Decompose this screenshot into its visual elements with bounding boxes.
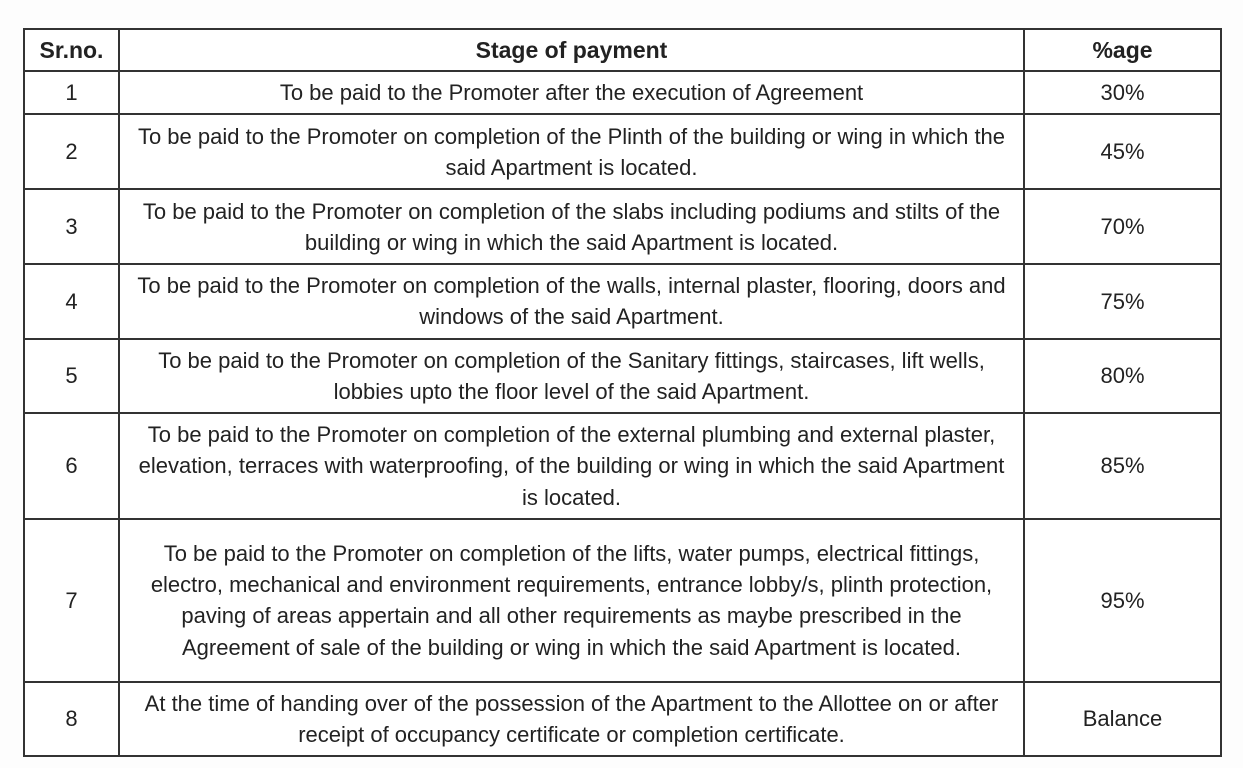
table-row — [24, 682, 1221, 756]
stage-text: To be paid to the Promoter on completion of the external plumbing and external plaster, elevation, terraces with waterproofing, of the building or wing in which the said Apartment is located. — [138, 422, 1005, 510]
stage-cell — [119, 114, 1024, 189]
table-row — [24, 71, 1221, 114]
stage-cell — [119, 189, 1024, 264]
table-header — [24, 29, 1221, 71]
srno-cell: 8 — [24, 682, 119, 756]
percentage-cell: 30% — [1024, 71, 1221, 114]
stage-cell — [119, 682, 1024, 756]
table-row — [24, 413, 1221, 519]
percentage-cell: 95% — [1024, 519, 1221, 682]
stage-text: To be paid to the Promoter on completion of the lifts, water pumps, electrical fittings, electro, mechanical and environment requirements, entrance lobby/s, plinth protection, paving of areas appertain and all other requirements as maybe prescribed in the Agreement of sale of the building or wing in which the said Apartment is located. — [150, 540, 993, 660]
column-header-stage-of-payment: Stage of payment — [119, 29, 1024, 71]
table-body — [24, 71, 1221, 756]
percentage-cell: Balance — [1024, 682, 1221, 756]
table-row — [24, 189, 1221, 264]
stage-cell — [119, 264, 1024, 338]
srno-cell: 4 — [24, 264, 119, 338]
table-row — [24, 114, 1221, 189]
stage-text: To be paid to the Promoter after the execution of Agreement — [279, 80, 864, 105]
percentage-cell: 85% — [1024, 413, 1221, 519]
stage-text: To be paid to the Promoter on completion of the slabs including podiums and stilts of the building or wing in which the said Apartment is located. — [142, 198, 1001, 255]
table-row — [24, 339, 1221, 413]
table-row — [24, 519, 1221, 682]
percentage-cell: 70% — [1024, 189, 1221, 264]
srno-cell: 2 — [24, 114, 119, 189]
column-header-srno: Sr.no. — [24, 29, 119, 71]
stage-text: To be paid to the Promoter on completion of the Sanitary fittings, staircases, lift wells, lobbies upto the floor level of the said Apartment. — [158, 347, 985, 404]
srno-cell: 5 — [24, 339, 119, 413]
table-row — [24, 264, 1221, 338]
stage-cell — [119, 339, 1024, 413]
header-row — [24, 29, 1221, 71]
srno-cell: 3 — [24, 189, 119, 264]
srno-cell: 7 — [24, 519, 119, 682]
srno-cell: 6 — [24, 413, 119, 519]
stage-text: At the time of handing over of the possession of the Apartment to the Allottee on or after receipt of occupancy certificate or completion certificate. — [144, 690, 999, 748]
stage-cell — [119, 413, 1024, 519]
percentage-cell: 75% — [1024, 264, 1221, 338]
percentage-cell: 45% — [1024, 114, 1221, 189]
srno-cell: 1 — [24, 71, 119, 114]
stage-cell — [119, 71, 1024, 114]
stage-text: To be paid to the Promoter on completion of the walls, internal plaster, flooring, doors and windows of the said Apartment. — [137, 273, 1006, 330]
percentage-cell: 80% — [1024, 339, 1221, 413]
stage-text: To be paid to the Promoter on completion of the Plinth of the building or wing in which the said Apartment is located. — [137, 123, 1006, 180]
column-header-percentage: %age — [1024, 29, 1221, 71]
payment-schedule-table — [23, 28, 1222, 757]
stage-cell — [119, 519, 1024, 682]
